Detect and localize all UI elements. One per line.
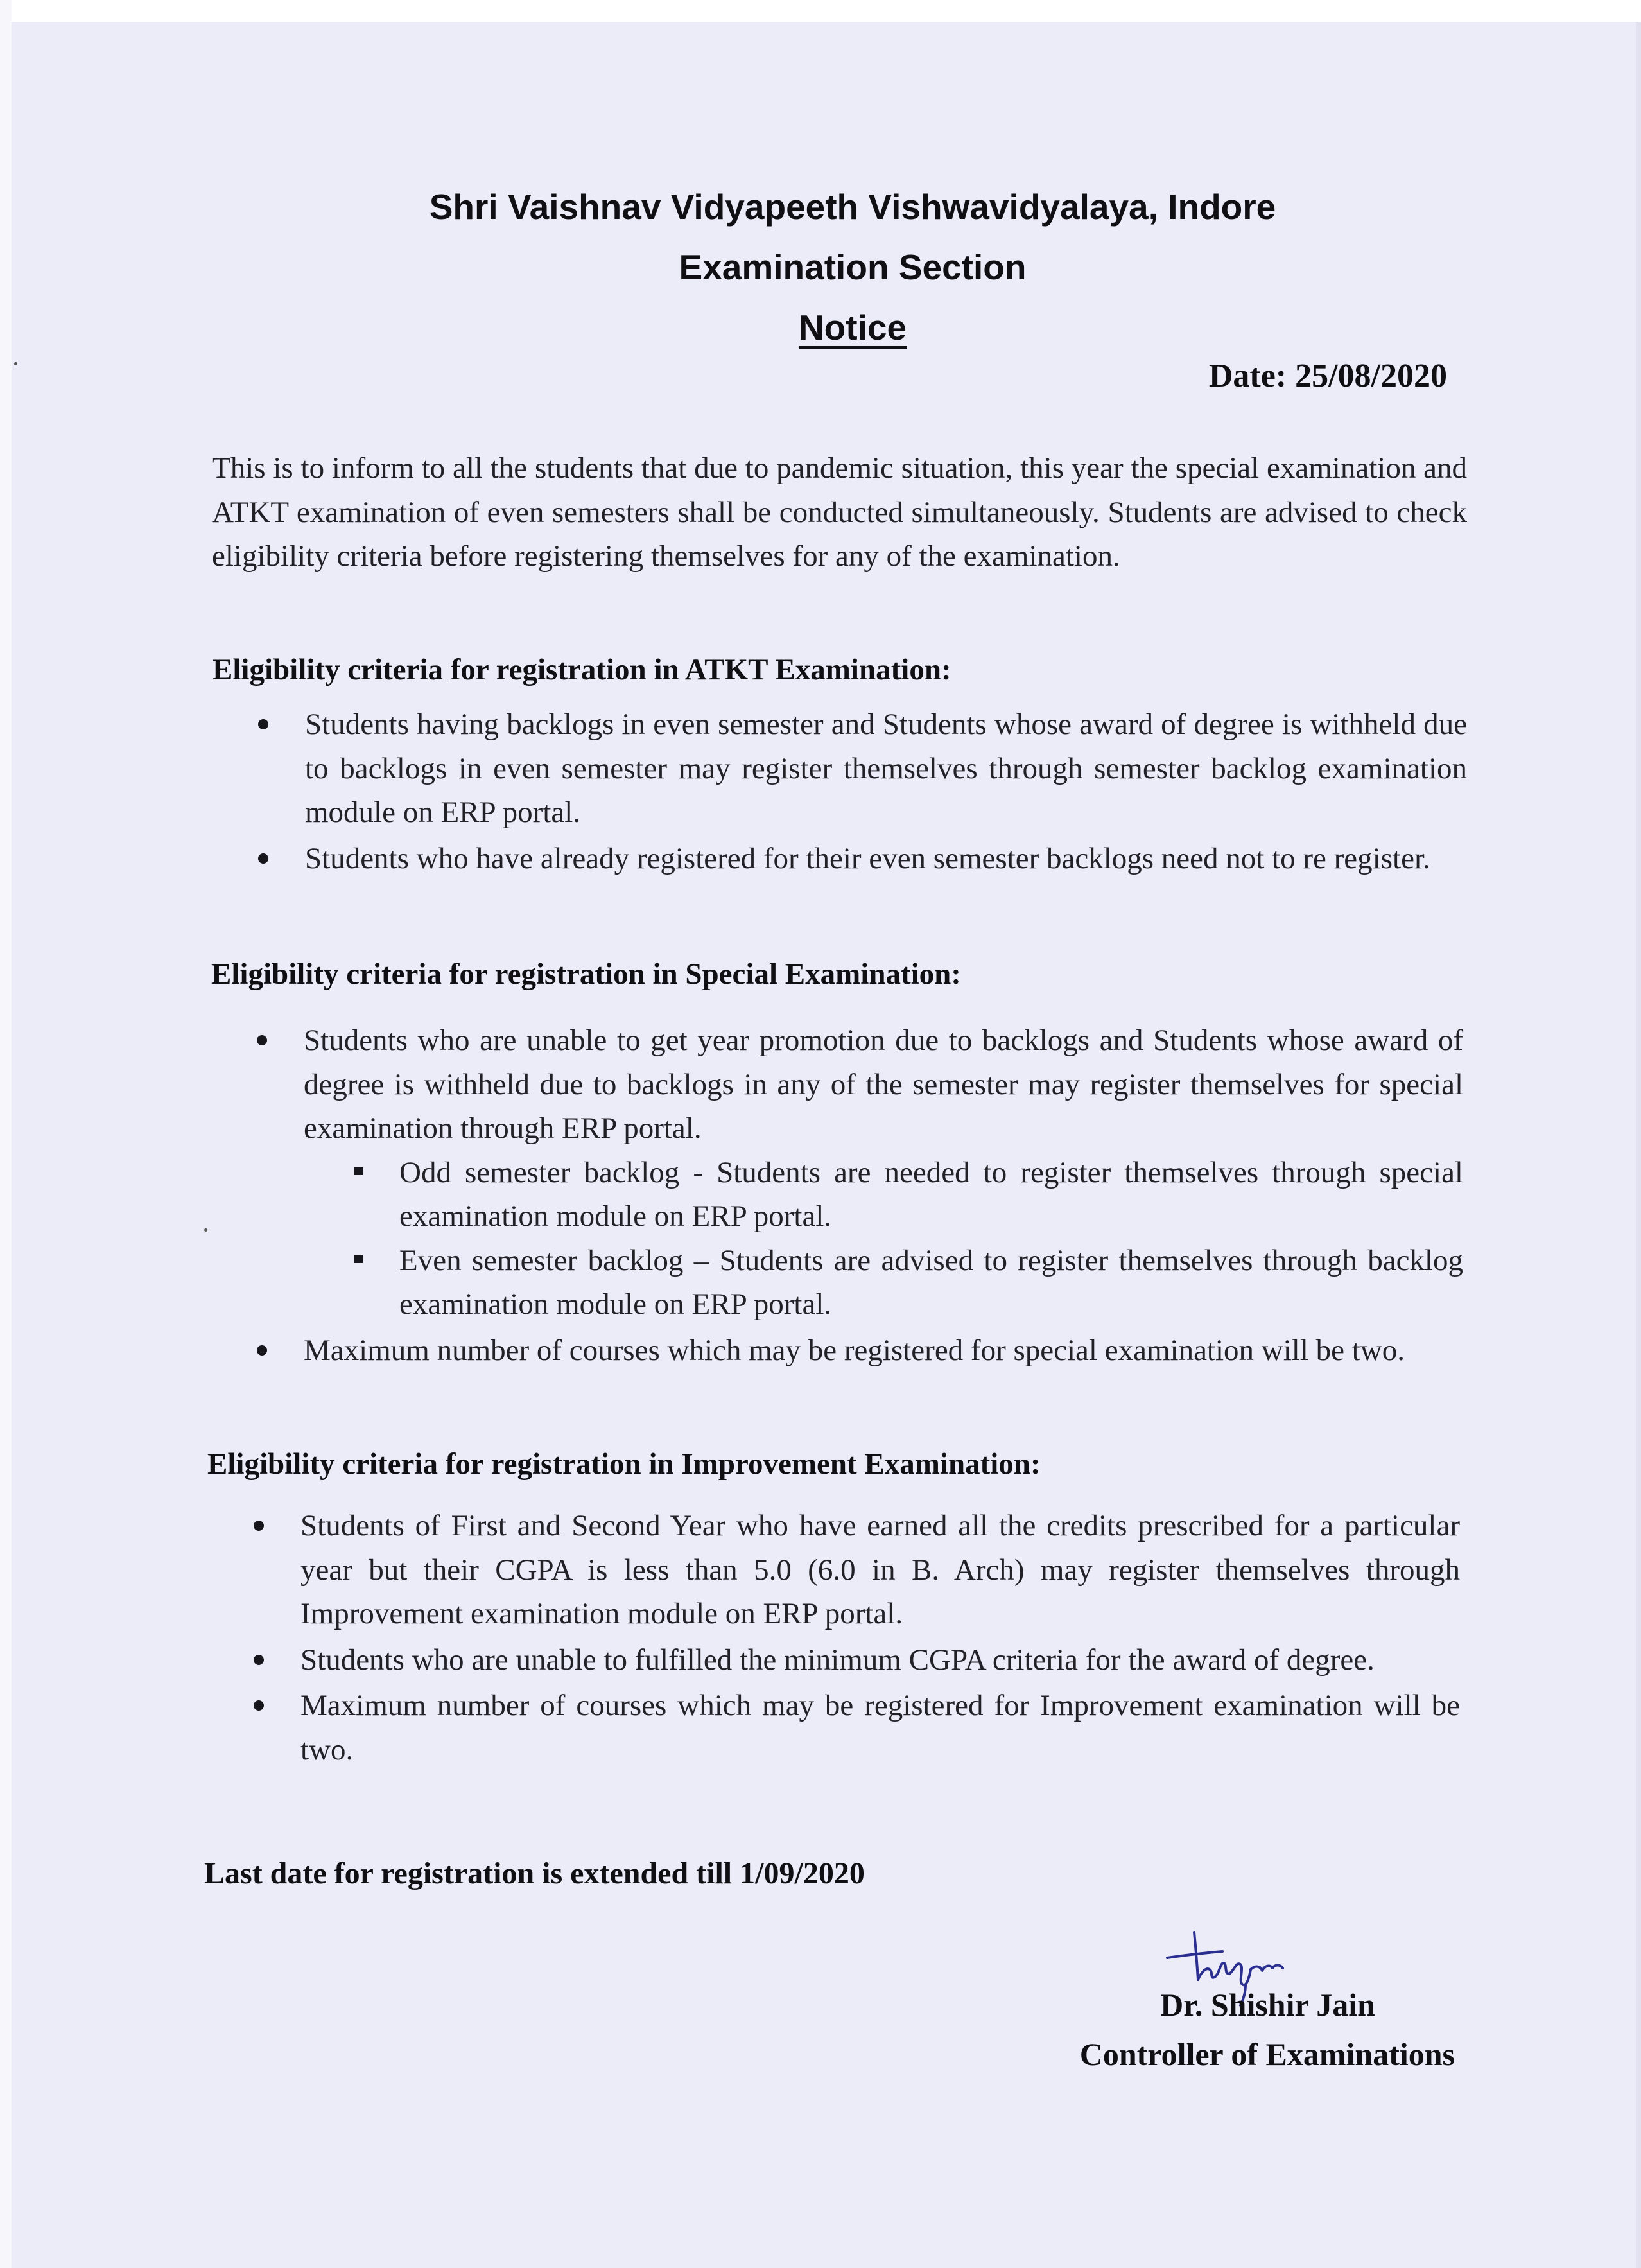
scan-speck <box>204 1228 207 1232</box>
sub-list-item-text: Even semester backlog – Students are advised to register themselves through backlog examination module on ERP portal. <box>399 1243 1463 1321</box>
list-item-text: Students having backlogs in even semester and Students whose award of degree is withheld due to backlogs in even semester may register themselves through semester backlog examination module on ERP portal. <box>305 708 1467 829</box>
square-bullet-icon <box>354 1167 363 1175</box>
list-item-text: Students who have already registered for their even semester backlogs need not to re register. <box>305 841 1430 875</box>
list-item <box>305 837 1467 881</box>
notice-date: Date: 25/08/2020 <box>1208 358 1447 394</box>
atkt-heading: Eligibility criteria for registration in ATKT Examination: <box>213 653 951 686</box>
list-item <box>300 1638 1460 1682</box>
bullet-icon <box>254 1655 264 1665</box>
list-item-text: Students who are unable to get year promotion due to backlogs and Students whose award of degree is withheld due to backlogs in any of the semester may register themselves for special examination through ERP portal. <box>304 1024 1463 1145</box>
scan-speck <box>14 362 17 365</box>
bullet-icon <box>257 1035 267 1045</box>
list-item <box>304 1329 1463 1373</box>
improvement-heading: Eligibility criteria for registration in Improvement Examination: <box>207 1447 1041 1481</box>
improvement-criteria-list <box>300 1504 1460 1774</box>
signatory-title: Controller of Examinations <box>1079 2036 1455 2072</box>
list-item <box>305 702 1467 835</box>
bullet-icon <box>258 853 268 864</box>
bullet-icon <box>258 719 268 729</box>
bullet-icon <box>254 1700 264 1711</box>
square-bullet-icon <box>354 1255 363 1263</box>
bullet-icon <box>257 1345 267 1356</box>
intro-paragraph: This is to inform to all the students that due to pandemic situation, this year the special examination and ATKT examination of even semesters shall be conducted simultaneously. Students are advised to check eligibility criteria before registering themselves for any of the examination. <box>212 451 1467 573</box>
list-item-text: Maximum number of courses which may be registered for Improvement examination will be two. <box>300 1689 1460 1766</box>
list-item-text: Students who are unable to fulfilled the minimum CGPA criteria for the award of degree. <box>300 1643 1375 1677</box>
special-criteria-list <box>304 1018 1463 1374</box>
university-name: Shri Vaishnav Vidyapeeth Vishwavidyalaya, Indore <box>429 187 1276 227</box>
list-item-text: Students of First and Second Year who have earned all the credits prescribed for a particular year but their CGPA is less than 5.0 (6.0 in B. Arch) may register themselves through Improvement examination module on ERP portal. <box>300 1509 1460 1630</box>
special-sub-list <box>399 1151 1463 1327</box>
list-item <box>304 1018 1463 1327</box>
list-item-text: Maximum number of courses which may be registered for special examination will be two. <box>304 1333 1405 1367</box>
sub-list-item <box>399 1151 1463 1239</box>
notice-title: Notice <box>798 308 907 347</box>
scan-top-margin <box>0 0 1641 22</box>
list-item <box>300 1504 1460 1636</box>
notice-header <box>0 177 1641 358</box>
sub-list-item-text: Odd semester backlog - Students are needed to register themselves through special examination module on ERP portal. <box>399 1155 1463 1233</box>
scan-right-edge <box>1636 22 1641 2268</box>
last-date-note: Last date for registration is extended till 1/09/2020 <box>204 1856 865 1890</box>
section-name: Examination Section <box>679 247 1027 287</box>
atkt-criteria-list <box>305 702 1467 882</box>
sub-list-item <box>399 1239 1463 1327</box>
bullet-icon <box>254 1521 264 1531</box>
special-heading: Eligibility criteria for registration in Special Examination: <box>211 957 961 991</box>
list-item <box>300 1684 1460 1772</box>
signatory-name: Dr. Shishir Jain <box>1160 1987 1375 2023</box>
